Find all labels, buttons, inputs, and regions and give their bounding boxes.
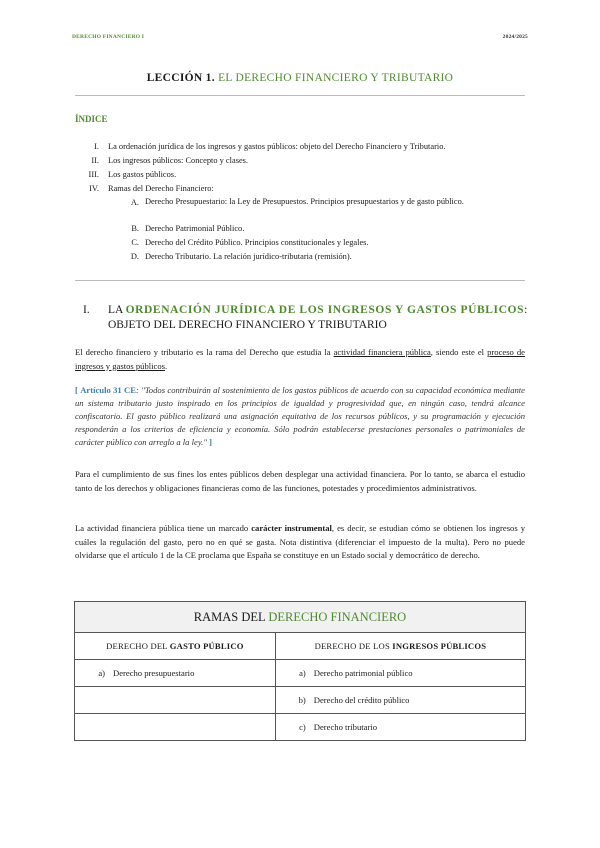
title-prefix: LECCIÓN 1. <box>146 72 215 84</box>
branches-table <box>74 601 526 741</box>
section-number: I. <box>83 304 90 316</box>
divider <box>75 95 525 96</box>
table-cell: c) Derecho tributario <box>275 714 525 741</box>
table-of-contents <box>75 140 525 264</box>
toc-subitem: A. Derecho Presupuestario: la Ley de Presupuestos. Principios presupuestarios y de gasto público. <box>130 197 464 207</box>
article-quote: [ Artículo 31 CE: "Todos contribuirán al sostenimiento de los gastos públicos de acuerdo con su capacidad económica mediante un sistema tributario justo inspirado en los principios de igualdad y progresividad que, en ningún caso, tendrá alcance confiscatorio. El gasto público realizará una asignación equitativa de los recursos públicos, y su programación y ejecución responderán a los criterios de eficiencia y economía. Sólo podrán establecerse prestaciones personales o patrimoniales de carácter público con arreglo a la ley." ] <box>75 385 525 447</box>
header-year: 2024/2025 <box>502 34 528 40</box>
toc-subitem: D. Derecho Tributario. La relación jurídico-tributaria (remisión). <box>130 252 352 261</box>
divider <box>75 280 525 281</box>
toc-item: II. Los ingresos públicos: Concepto y clases. <box>91 156 249 165</box>
toc-subitem: B. Derecho Patrimonial Público. <box>131 224 245 233</box>
table-cell-empty <box>75 687 276 714</box>
section-title: LA ORDENACIÓN JURÍDICA DE LOS INGRESOS Y GASTOS PÚBLICOS: OBJETO DEL DERECHO FINANCIERO Y TRIBUTARIO <box>108 304 528 331</box>
table-cell: a) Derecho presupuestario <box>75 660 276 687</box>
table-cell: b) Derecho del crédito público <box>275 687 525 714</box>
table-title: RAMAS DEL DERECHO FINANCIERO <box>75 602 526 633</box>
article-reference: Artículo 31 CE <box>80 385 136 395</box>
toc-item: IV. Ramas del Derecho Financiero: <box>89 184 214 193</box>
toc-item: III. Los gastos públicos. <box>88 170 177 179</box>
page-title <box>0 72 600 84</box>
index-heading: ÍNDICE <box>75 114 108 124</box>
paragraph-instrumental: La actividad financiera pública tiene un marcado carácter instrumental, es decir, se estudian cómo se obtienen los ingresos y cuáles la regulación del gasto, pero no en qué se gasta. Nota distintiva (diferenciar el impuesto de la multa). Pero no puede olvidarse que el artículo 1 de la CE proclama que España se constituye en un Estado social y democrático de derecho. <box>75 523 526 560</box>
toc-item: I. La ordenación jurídica de los ingresos y gastos públicos: objeto del Derecho Financiero y Tributario. <box>94 142 446 151</box>
column-header-income: DERECHO DE LOS INGRESOS PÚBLICOS <box>275 633 525 660</box>
paragraph-definition: El derecho financiero y tributario es la rama del Derecho que estudia la actividad financiera pública, siendo este el proceso de ingresos y gastos públicos. <box>75 347 525 371</box>
table-cell-empty <box>75 714 276 741</box>
title-main: EL DERECHO FINANCIERO Y TRIBUTARIO <box>218 72 454 84</box>
column-header-spending: DERECHO DEL GASTO PÚBLICO <box>75 633 276 660</box>
toc-subitem: C. Derecho del Crédito Público. Principios constitucionales y legales. <box>131 238 369 247</box>
header-course: DERECHO FINANCIERO I <box>72 34 145 40</box>
table-cell: a) Derecho patrimonial público <box>275 660 525 687</box>
paragraph-activity: Para el cumplimiento de sus fines los entes públicos deben desplegar una actividad financiera. Por lo tanto, se abarca el estudio tanto de los derechos y obligaciones financieras como de las funciones, potestades y procedimientos administrativos. <box>75 469 525 493</box>
